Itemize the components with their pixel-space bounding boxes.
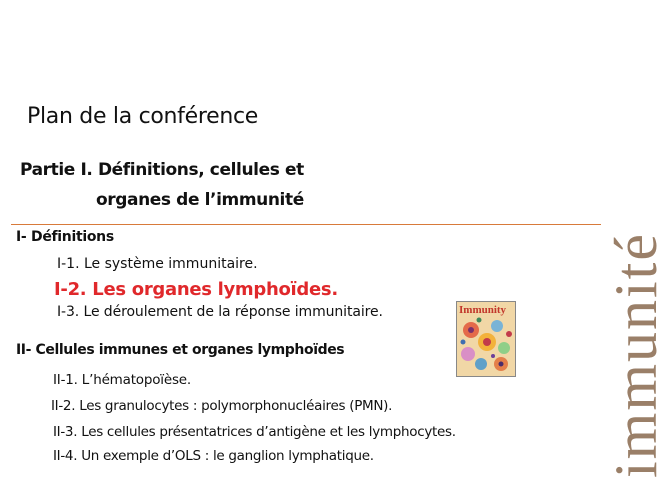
section-2-heading: II- Cellules immunes et organes lymphoïdes (16, 342, 345, 358)
section-2-item-4: II-4. Un exemple d’OLS : le ganglion lymphatique. (53, 448, 374, 464)
book-cover-title: Immunity (459, 304, 507, 316)
section-1-item-2-highlighted: I-2. Les organes lymphoïdes. (54, 279, 338, 300)
brand-word: immunité (603, 232, 669, 478)
divider-line (11, 224, 601, 225)
section-2-item-2: II-2. Les granulocytes : polymorphonucléaires (PMN). (51, 398, 393, 414)
book-cover-image (456, 301, 516, 377)
section-2-item-1: II-1. L’hématopoïèse. (53, 372, 191, 388)
part-title-line-2: organes de l’immunité (96, 190, 304, 210)
section-2-item-3: II-3. Les cellules présentatrices d’antigène et les lymphocytes. (53, 424, 456, 440)
section-1-heading: I- Définitions (16, 229, 114, 245)
part-title-line-1: Partie I. Définitions, cellules et (20, 160, 304, 180)
slide-title: Plan de la conférence (27, 104, 259, 129)
vertical-brand-lettering (600, 0, 669, 480)
section-1-item-1: I-1. Le système immunitaire. (57, 256, 258, 272)
section-1-item-3: I-3. Le déroulement de la réponse immunitaire. (57, 304, 383, 320)
